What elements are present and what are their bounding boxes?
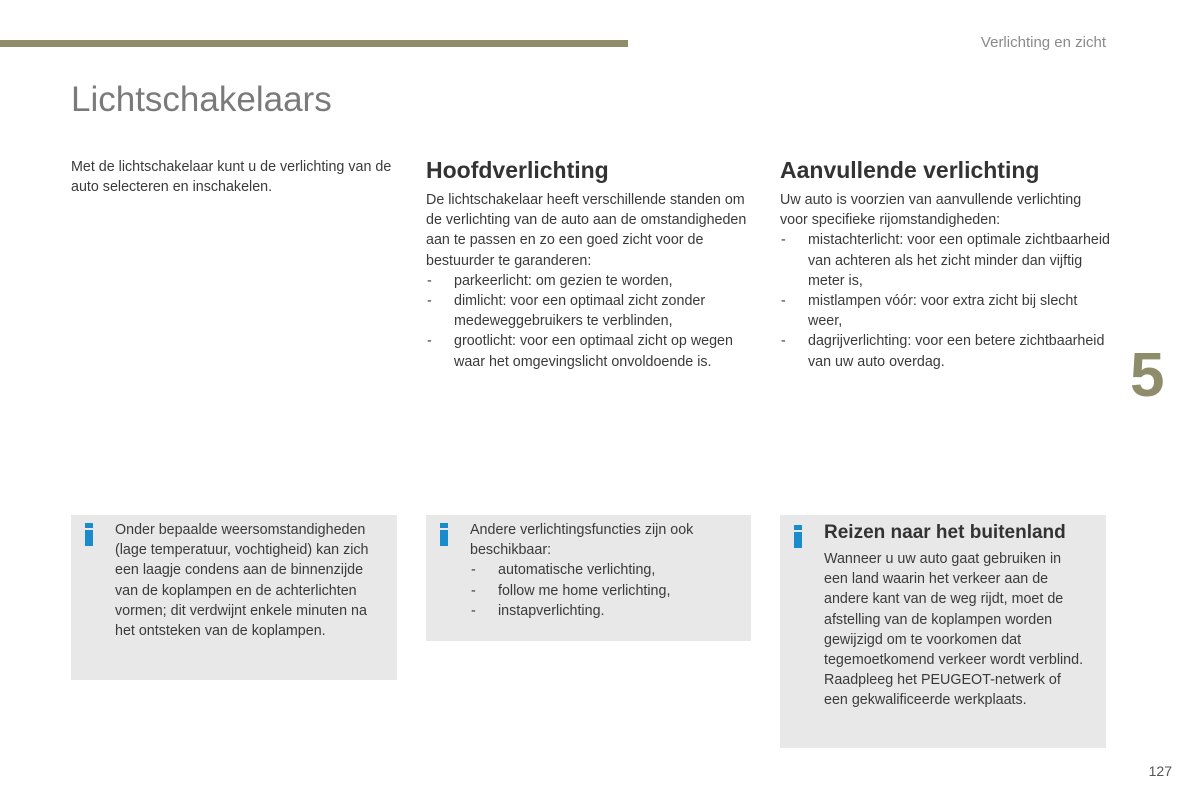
list-item: - follow me home verlichting,	[470, 581, 743, 601]
info-text: Onder bepaalde weersomstandigheden (lage temperatuur, vochtigheid) kan zich een laagje condens aan de binnenzijde van de koplampen en de achterlichten vormen; dit verdwijnt enkele minuten na het ontsteken van de koplampen.	[115, 522, 369, 640]
list-item: - automatische verlichting,	[470, 560, 743, 580]
list-item: - instapverlichting.	[470, 601, 743, 621]
section-title: Verlichting en zicht	[980, 34, 1106, 51]
list-item: - dagrijverlichting: voor een betere zichtbaarheid van uw auto overdag.	[780, 331, 1110, 371]
list-item: - grootlicht: voor een optimaal zicht op wegen waar het omgevingslicht onvoldoende is.	[426, 331, 756, 371]
list-item: - dimlicht: voor een optimaal zicht zonder medeweggebruikers te verblinden,	[426, 291, 756, 331]
chapter-number: 5	[1130, 341, 1165, 410]
info-text: Wanneer u uw auto gaat gebruiken in een land waarin het verkeer aan de andere kant van de weg rijdt, moet de afstelling van de koplampen worden gewijzigd om te voorkomen dat tegemoetkomend verkeer wordt verblind.	[824, 551, 1084, 669]
info-icon	[440, 523, 448, 547]
intro-text: Met de lichtschakelaar kunt u de verlichting van de auto selecteren en inschakelen.	[71, 159, 392, 196]
header-bar	[0, 40, 628, 47]
list-item: - parkeerlicht: om gezien te worden,	[426, 271, 756, 291]
extra-lighting-column	[780, 156, 1110, 372]
info-text: Andere verlichtingsfuncties zijn ook beschikbaar:	[470, 522, 694, 559]
page-title: Lichtschakelaars	[71, 80, 332, 119]
main-lighting-column	[426, 156, 756, 372]
info-icon	[794, 525, 802, 549]
extra-text: Uw auto is voorzien van aanvullende verlichting voor specifieke rijomstandigheden:	[780, 192, 1082, 229]
info-heading: Reizen naar het buitenland	[824, 522, 1066, 543]
info-box-condensation	[71, 515, 397, 680]
extra-heading: Aanvullende verlichting	[780, 157, 1040, 183]
info-box-abroad	[780, 515, 1106, 748]
main-text: De lichtschakelaar heeft verschillende standen om de verlichting van de auto aan de omstandigheden aan te passen en zo een goed zicht voor de bestuurder te garanderen:	[426, 192, 747, 269]
page-number: 127	[1148, 763, 1172, 779]
info-icon	[85, 523, 93, 547]
main-heading: Hoofdverlichting	[426, 157, 609, 183]
info-box-functions	[426, 515, 751, 641]
list-item: - mistlampen vóór: voor extra zicht bij slecht weer,	[780, 291, 1110, 331]
list-item: - mistachterlicht: voor een optimale zichtbaarheid van achteren als het zicht minder dan vijftig meter is,	[780, 230, 1110, 291]
info-text-2: Raadpleeg het PEUGEOT-netwerk of een gekwalificeerde werkplaats.	[824, 672, 1061, 709]
